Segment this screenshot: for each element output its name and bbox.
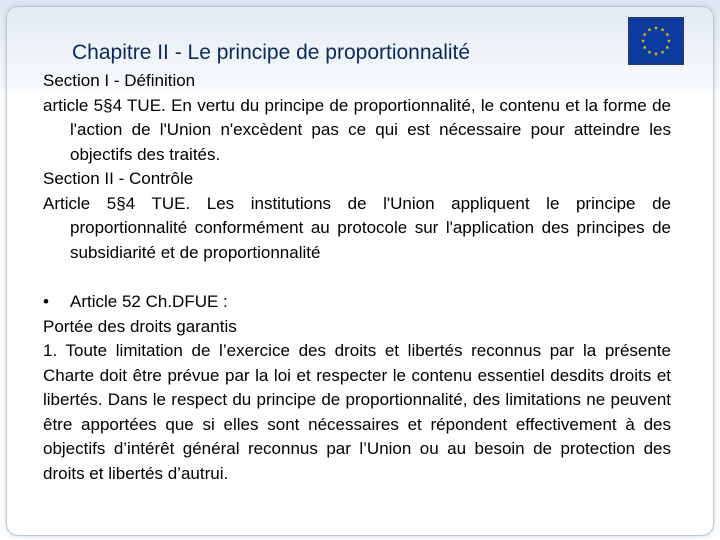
spacer	[43, 265, 671, 290]
bullet-icon: •	[43, 292, 49, 311]
eu-flag-icon	[628, 17, 684, 65]
bullet-label: Article 52 Ch.DFUE :	[70, 292, 228, 311]
section-heading-definition: Section I - Définition	[43, 71, 196, 90]
article-5-4-controle: Article 5§4 TUE. Les institutions de l'Union appliquent le principe de proportionnalité conformément au protocole sur l'application des principes de subsidiarité et de proportionnalité	[43, 193, 671, 262]
slide-body	[43, 69, 671, 486]
article-5-4-definition: article 5§4 TUE. En vertu du principe de proportionnalité, le contenu et la forme de l'action de l'Union n'excèdent pas ce qui est nécessaire pour atteindre les objectifs des traités.	[43, 95, 671, 164]
charter-paragraph-1: 1. Toute limitation de l’exercice des droits et libertés reconnus par la présente Charte doit être prévue par la loi et respecter le contenu essentiel desdits droits et libertés. Dans le respect du principe de proportionnalité, des limitations ne peuvent être apportées que si elles sont nécessaires et répondent effectivement à des objectifs d’intérêt général reconnus par l’Union ou au besoin de protection des droits et libertés d’autrui.	[43, 341, 671, 483]
bullet-item-article-52	[43, 290, 671, 315]
section-heading-controle: Section II - Contrôle	[43, 169, 194, 188]
slide-title: Chapitre II - Le principe de proportionnalité	[72, 41, 471, 64]
portee-heading: Portée des droits garantis	[43, 316, 237, 336]
